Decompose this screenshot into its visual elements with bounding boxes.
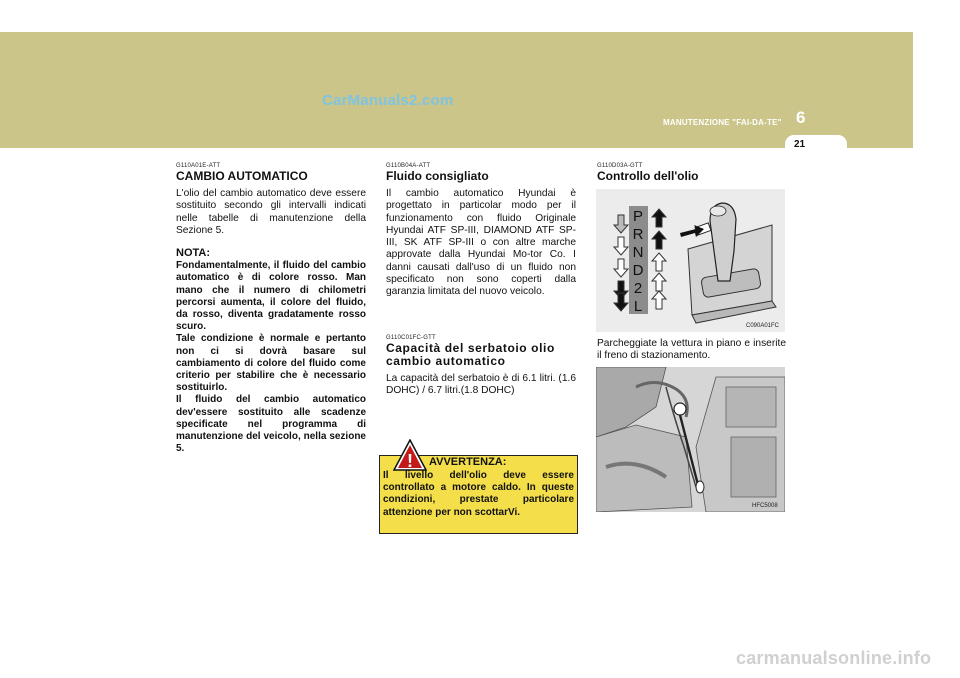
figure-engine-dipstick — [596, 367, 785, 512]
nota-label: NOTA: — [176, 247, 211, 260]
nota-paragraph-1: Fondamentalmente, il fluido del cambio automatico è di colore rosso. Man mano che il numero di chilometri percorsi aumenta, il colore del fluido, da rosso, diventa gradatamente rosso scuro. — [176, 260, 366, 333]
gear-letter: R — [632, 226, 644, 243]
arrow-up-icon — [652, 273, 666, 291]
heading-capacita-serbatoio: Capacità del serbatoio olio cambio automatico — [386, 340, 555, 368]
gear-letter: N — [632, 244, 644, 261]
section-code: G110B04A-ATT — [386, 163, 431, 169]
watermark-carmanualsonline[interactable]: carmanualsonline.info — [736, 648, 932, 668]
caption-park-vehicle: Parcheggiate la vettura in piano e inserite il freno di stazionamento. — [597, 338, 786, 362]
paragraph-intervals: L'olio del cambio automatico deve essere sostituito secondo gli intervalli indicati nelle tabelle di manutenzione della Sezione 5. — [176, 188, 366, 236]
heading-controllo-olio: Controllo dell'olio — [597, 169, 699, 183]
section-code: G110A01E-ATT — [176, 163, 221, 169]
section-title: MANUTENZIONE "FAI-DA-TE" — [663, 118, 782, 127]
section-code: G110C01FC-GTT — [386, 334, 436, 341]
section-code: G110D03A-GTT — [597, 163, 643, 169]
column-oil-check — [597, 163, 787, 188]
arrow-up-icon — [652, 253, 666, 271]
heading-fluido-consigliato: Fluido consigliato — [386, 169, 489, 183]
column-fluid — [386, 163, 576, 397]
arrow-down-icon — [614, 259, 628, 277]
arrow-up-icon — [652, 209, 666, 227]
heading-cambio-automatico: CAMBIO AUTOMATICO — [176, 169, 308, 183]
warning-triangle-icon — [393, 439, 427, 471]
engine-bay-illustration — [596, 367, 785, 512]
figure-code: C090A01FC — [746, 323, 780, 329]
section-number: 6 — [796, 108, 806, 127]
page-number: 21 — [794, 139, 806, 150]
arrow-down-icon — [614, 237, 628, 255]
warning-symbol: ! — [407, 451, 413, 471]
warning-body: Il livello dell'olio deve essere controllato a motore caldo. In queste condizioni, prestate particolare attenzione per non scottarVi. — [383, 470, 574, 518]
warning-title: AVVERTENZA: — [429, 456, 507, 468]
arrow-down-icon — [614, 215, 628, 233]
watermark-carmanuals2[interactable]: CarManuals2.com — [322, 92, 454, 109]
arrow-up-icon — [652, 231, 666, 249]
column-automatic-transmission — [176, 163, 366, 455]
paragraph-recommended-fluid: Il cambio automatico Hyundai è progettato in particolar modo per il funzionamento con fluido Originale Hyundai ATF SP-III, DIAMOND ATF SP-III, SK ATF SP-III o con altre marche approvate dalla Hyundai Mo-tor Co. I danni causati dall'uso di un fluido non specificato non sono coperti dalla garanzia limitata del nuovo veicolo. — [386, 188, 576, 298]
arrow-down-icon — [614, 293, 628, 311]
gear-selector-illustration — [596, 189, 785, 332]
arrow-up-icon — [652, 291, 666, 309]
gear-letter: P — [632, 208, 644, 225]
nota-paragraph-2: Tale condizione è normale e pertanto non ci si dovrà basare sul cambiamento di colore del fluido come criterio per stabilire che è necessario sostituirlo. — [176, 333, 366, 394]
gear-letter: L — [633, 298, 643, 315]
gear-letter: 2 — [633, 280, 643, 297]
paragraph-capacity: La capacità del serbatoio è di 6.1 litri. (1.6 DOHC) / 6.7 litri.(1.8 DOHC) — [386, 372, 576, 396]
gear-letter: D — [632, 262, 644, 279]
header-band — [0, 32, 913, 148]
figure-gear-selector — [596, 189, 785, 332]
figure-code: HFC5008 — [752, 503, 778, 509]
nota-paragraph-3: Il fluido del cambio automatico dev'essere sostituito alle scadenze specificate nel programma di manutenzione del veicolo, nella sezione 5. — [176, 394, 366, 455]
